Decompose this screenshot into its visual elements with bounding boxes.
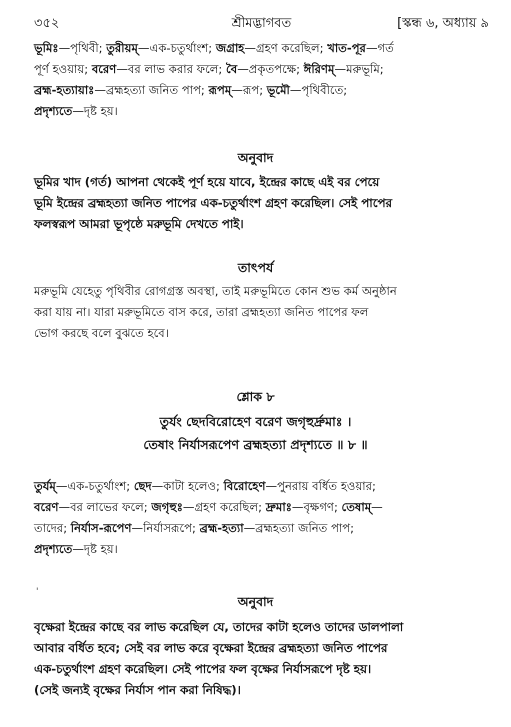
word-meaning-line	[34, 539, 492, 560]
term-meaning: —বর লাভ করার ফলে;	[116, 62, 227, 76]
translation-1-line: ভূমি ইন্দ্রের ব্রহ্মহত্যা জনিত পাপের এক-চতুর্থাংশ গ্রহণ করেছিল। সেই পাপের	[34, 196, 392, 210]
term-meaning: —	[371, 500, 383, 514]
sanskrit-term: তেষাম্	[341, 500, 372, 514]
translation-2-line: (সেই জন্যই বৃক্ষের নির্যাস পান করা নিষিদ্ধ)।	[34, 683, 241, 697]
term-meaning: —পৃথিবী;	[58, 41, 107, 55]
term-meaning: —ব্রহ্মহত্যা জনিত পাপ;	[243, 521, 355, 535]
translation-heading-2: অনুবাদ	[237, 594, 274, 609]
verse-line-2: তেষাং নির্যাসরূপেণ ব্রহ্মহত্যা প্রদৃশ্যতে ॥ ৮ ॥	[143, 437, 368, 452]
sanskrit-term: ছেদ	[133, 479, 152, 493]
sanskrit-term: জগ্রাহ	[215, 41, 245, 55]
translation-1-line: ফলস্বরূপ আমরা ভূপৃষ্ঠে মরুভূমি দেখতে পাই।	[34, 217, 244, 231]
word-meaning-line	[34, 476, 492, 497]
verse-text	[0, 410, 511, 456]
term-meaning: —ব্রহ্মহত্যা জনিত পাপ;	[94, 83, 209, 97]
term-meaning: —এক-চতুর্থাংশ;	[137, 41, 216, 55]
translation-heading-1: অনুবাদ	[237, 150, 274, 165]
translation-2-line: আবার বর্ধিত হবে; সেই বর লাভ করে বৃক্ষেরা ইন্দ্রের ব্রহ্মহত্যা জনিত পাপের	[34, 641, 388, 655]
term-meaning: —পুনরায় বর্ধিত হওয়ার;	[265, 479, 376, 493]
term-meaning: —গ্রহণ করেছিল;	[244, 41, 328, 55]
word-meaning-line	[34, 518, 492, 539]
sanskrit-term: ঈরিণম্	[303, 62, 335, 76]
term-meaning: —বর লাভের ফলে;	[58, 500, 152, 514]
word-meaning-line	[34, 497, 492, 518]
purport-text	[34, 281, 492, 344]
term-meaning: —মরুভূমি;	[334, 62, 384, 76]
sanskrit-term: বিরোহেণ	[223, 479, 266, 493]
term-meaning: —কাটা হলেও;	[151, 479, 224, 493]
word-meanings-1	[34, 38, 492, 122]
term-meaning: —দৃষ্ট হয়।	[72, 104, 118, 118]
sanskrit-term: তুরীয়ম্	[106, 41, 138, 55]
term-meaning: পূর্ণ হওয়ায়;	[34, 62, 92, 76]
purport-heading: তাৎপর্য	[237, 260, 274, 275]
sanskrit-term: খাত-পূর	[327, 41, 366, 55]
chapter-reference: [স্কন্ধ ৬, অধ্যায় ৯	[397, 16, 489, 31]
page-number: ৩৫২	[34, 16, 60, 31]
term-meaning: —বৃক্ষগণ;	[291, 500, 342, 514]
verse-line-1: তুর্যং ছেদবিরোহেণ বরেণ জগৃহুর্দ্রুমাঃ ।	[159, 414, 352, 429]
word-meaning-line	[34, 38, 492, 59]
sanskrit-term: তুর্যম্	[34, 479, 56, 493]
term-meaning: তাদের;	[34, 521, 71, 535]
term-meaning: —দৃষ্ট হয়।	[72, 542, 118, 556]
word-meaning-line	[34, 101, 492, 122]
term-meaning: —গ্রহণ করেছিল;	[182, 500, 266, 514]
sanskrit-term: জগৃহুঃ	[151, 500, 183, 514]
term-meaning: —পৃথিবীতে;	[289, 83, 348, 97]
sanskrit-term: ব্রহ্ম-হত্যায়াঃ	[34, 83, 95, 97]
term-meaning: —এক-চতুর্থাংশ;	[55, 479, 134, 493]
running-header	[34, 14, 489, 34]
sanskrit-term: প্রদৃশ্যতে	[34, 104, 73, 118]
verse-number-heading: শ্লোক ৮	[236, 389, 275, 404]
sanskrit-term: প্রদৃশ্যতে	[34, 542, 73, 556]
translation-2-line: বৃক্ষেরা ইন্দ্রের কাছে বর লাভ করেছিল যে, তাদের কাটা হলেও তাদের ডালপালা	[34, 620, 404, 634]
translation-1	[34, 172, 492, 235]
word-meaning-line	[34, 59, 492, 80]
term-meaning: —নির্যাসরূপে;	[131, 521, 200, 535]
translation-2	[34, 617, 492, 701]
sanskrit-term: দ্রুমাঃ	[265, 500, 292, 514]
translation-1-line: ভূমির খাদ (গর্ত) আপনা থেকেই পূর্ণ হয়ে যাবে, ইন্দ্রের কাছে এই বর পেয়ে	[34, 175, 380, 189]
sanskrit-term: বরেণ	[34, 500, 59, 514]
purport-line: করা যায় না। যারা মরুভূমিতে বাস করে, তারা ব্রহ্মহত্যা জনিত পাপের ফল	[34, 305, 369, 319]
word-meaning-line	[34, 80, 492, 101]
sanskrit-term: ভূমিঃ	[34, 41, 59, 55]
term-meaning: —গর্ত	[365, 41, 394, 55]
sanskrit-term: বরেণ	[91, 62, 117, 76]
sanskrit-term: বৈ	[226, 62, 238, 76]
term-meaning: —রূপ;	[231, 83, 267, 97]
stray-mark: '	[36, 587, 39, 597]
purport-line: ভোগ করছে বলে বুঝতে হবে।	[34, 326, 169, 340]
term-meaning: —প্রকৃতপক্ষে;	[237, 62, 304, 76]
purport-line: মরুভূমি যেহেতু পৃথিবীর রোগগ্রস্ত অবস্থা, তাই মরুভূমিতে কোন শুভ কর্ম অনুষ্ঠান	[34, 284, 397, 298]
sanskrit-term: ব্রহ্ম-হত্যা	[199, 521, 244, 535]
sanskrit-term: রূপম্	[208, 83, 232, 97]
translation-2-line: এক-চতুর্থাংশ গ্রহণ করেছিল। সেই পাপের ফল বৃক্ষের নির্যাসরূপে দৃষ্ট হয়।	[34, 662, 372, 676]
word-meanings-2	[34, 476, 492, 560]
book-title: শ্রীমদ্ভাগবত	[231, 16, 292, 31]
sanskrit-term: ভূমৌ	[266, 83, 290, 97]
sanskrit-term: নির্যাস-রূপেণ	[70, 521, 132, 535]
